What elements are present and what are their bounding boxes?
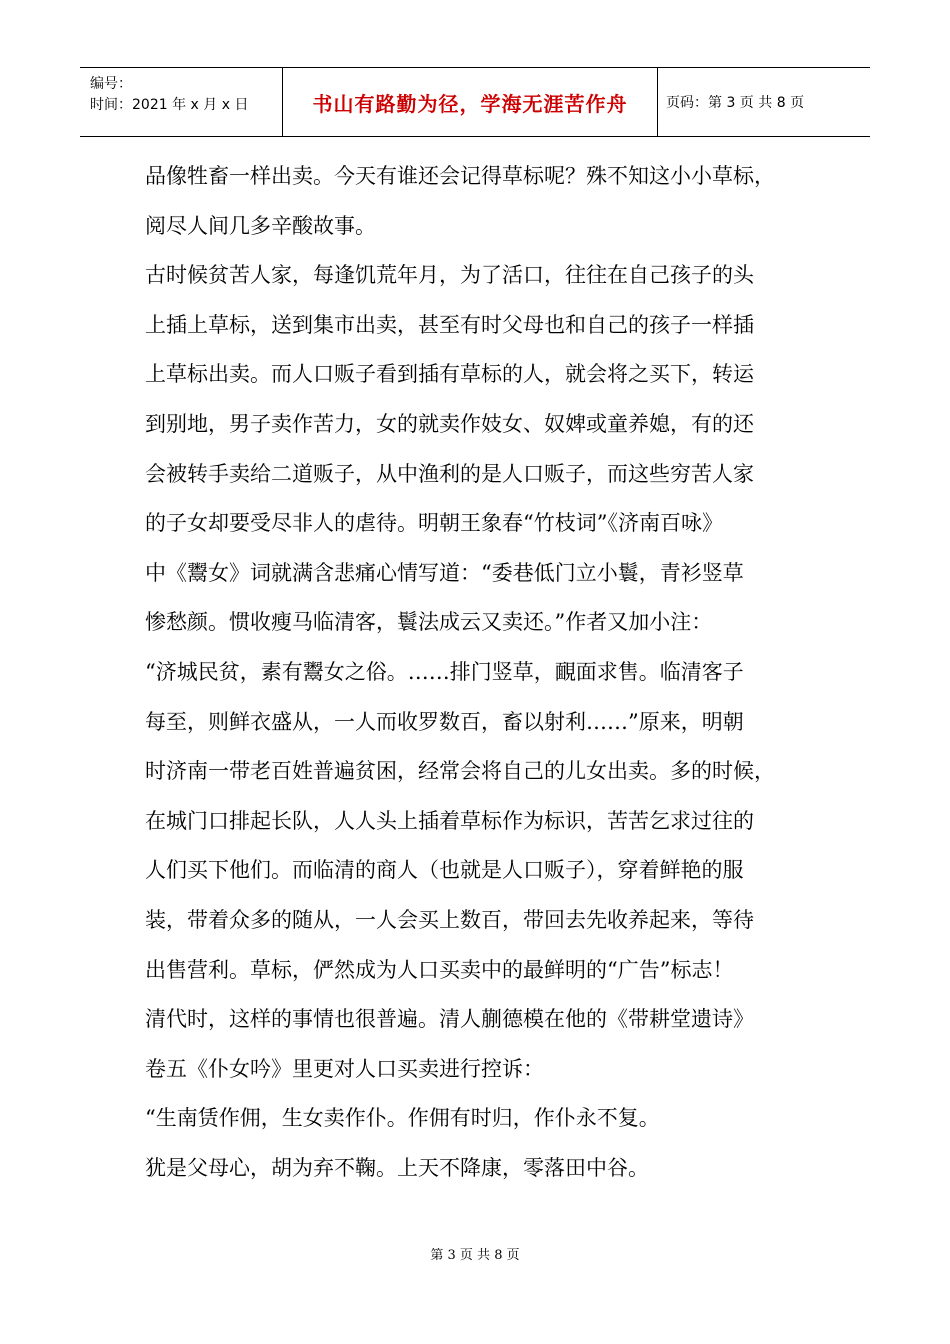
body-line: 卷五《仆女吟》里更对人口买卖进行控诉： [145,1056,544,1081]
body-line: “生南赁作佣，生女卖作仆。作佣有时归，作仆永不复。 [145,1106,660,1131]
header-motto-cell [283,68,658,136]
body-line: 每至，则鲜衣盛从，一人而收罗数百，畜以射利……”原来，明朝 [145,709,744,734]
document-body [145,152,805,1193]
body-line: 出售营利。草标，俨然成为人口买卖中的最鲜明的“广告”标志！ [145,957,734,982]
body-line: 上插上草标，送到集市出卖，甚至有时父母也和自己的孩子一样插 [145,312,754,337]
header-page-cell [658,68,870,136]
body-line: 犹是父母心，胡为弃不鞠。上天不降康，零落田中谷。 [145,1155,649,1180]
body-line: “济城民贫，素有鬻女之俗。……排门竖草，靦面求售。临清客子 [145,659,744,684]
body-line: 古时候贫苦人家，每逢饥荒年月，为了活口，往往在自己孩子的头 [145,263,754,288]
body-line: 时济南一带老百姓普遍贫困，经常会将自己的儿女出卖。多的时候， [145,759,775,784]
body-line: 到别地，男子卖作苦力，女的就卖作妓女、奴婢或童养媳，有的还 [145,411,754,436]
body-line: 装，带着众多的随从，一人会买上数百，带回去先收养起来，等待 [145,907,754,932]
page-footer [0,1244,950,1263]
body-line: 品像牲畜一样出卖。今天有谁还会记得草标呢？殊不知这小小草标， [145,164,775,188]
body-line: 惨愁颜。惯收瘦马临清客，鬟法成云又卖还。”作者又加小注： [145,610,713,635]
page-header [80,67,870,137]
document-date-label: 时间：2021 年 x 月 x 日 [90,97,249,113]
body-line: 人们买下他们。而临清的商人（也就是人口贩子），穿着鲜艳的服 [145,858,744,883]
body-line: 中《鬻女》词就满含悲痛心情写道：“委巷低门立小鬟，青衫竖草 [145,560,744,585]
body-line: 上草标出卖。而人口贩子看到插有草标的人，就会将之买下，转运 [145,362,754,387]
body-line: 会被转手卖给二道贩子，从中渔利的是人口贩子，而这些穷苦人家 [145,461,754,486]
footer-page-indicator: 第 3 页 共 8 页 [430,1248,520,1263]
header-page-number: 页码：第 3 页 共 8 页 [666,95,805,111]
body-line: 阅尽人间几多辛酸故事。 [145,213,376,238]
header-meta [80,68,283,136]
body-line: 在城门口排起长队，人人头上插着草标作为标识，苦苦乞求过往的 [145,808,754,833]
body-line: 清代时，这样的事情也很普遍。清人蒯德模在他的《带耕堂遗诗》 [145,1007,754,1032]
document-number-label: 编号： [90,76,132,92]
body-line: 的子女却要受尽非人的虐待。明朝王象春“竹枝词”《济南百咏》 [145,511,723,536]
header-motto: 书山有路勤为径，学海无涯苦作舟 [312,91,628,116]
